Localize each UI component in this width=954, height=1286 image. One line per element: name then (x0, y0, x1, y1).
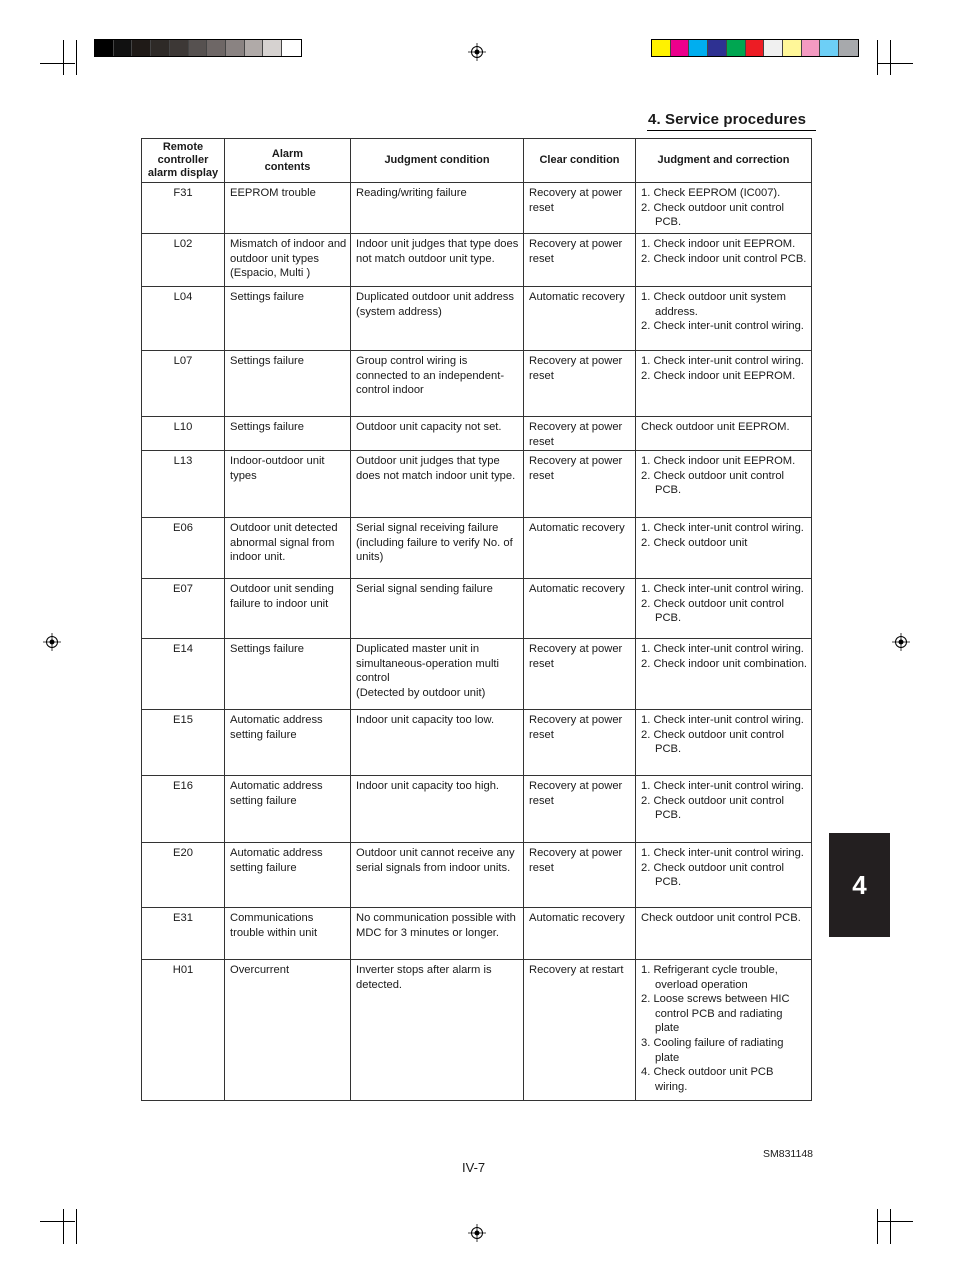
alarm-contents-cell: Settings failure (225, 417, 351, 451)
correction-item: Check outdoor unit control PCB. (641, 912, 801, 924)
correction-cell (636, 639, 812, 710)
crop-mark (63, 1209, 64, 1244)
page-number: IV-7 (462, 1160, 486, 1175)
table-row (142, 843, 812, 908)
crop-mark (890, 40, 891, 75)
correction-list (641, 963, 808, 1094)
alarm-code-cell: E31 (142, 908, 225, 960)
judgment-condition-cell: Serial signal sending failure (351, 579, 524, 639)
alarm-contents-cell: Outdoor unit sending failure to indoor unit (225, 579, 351, 639)
correction-item: 1. Check EEPROM (IC007). (641, 187, 781, 199)
header-line: controller (157, 154, 209, 166)
alarm-contents-cell: Automatic address setting failure (225, 776, 351, 843)
table-row (142, 776, 812, 843)
alarm-contents-cell: Indoor-outdoor unit types (225, 451, 351, 518)
table-header-row (142, 139, 812, 183)
table-row (142, 579, 812, 639)
color-swatch (282, 40, 301, 56)
color-swatch (170, 40, 189, 56)
clear-condition-cell: Recovery at restart (524, 960, 636, 1101)
color-swatch (671, 40, 690, 56)
correction-item: Check outdoor unit EEPROM. (641, 421, 790, 433)
correction-item: 2. Check outdoor unit (641, 536, 748, 549)
judgment-condition-cell: Reading/writing failure (351, 183, 524, 234)
clear-condition-cell: Recovery at power reset (524, 451, 636, 518)
alarm-code-cell: E14 (142, 639, 225, 710)
color-swatch (132, 40, 151, 56)
column-header-alarm-contents (225, 139, 351, 183)
table-row (142, 234, 812, 287)
alarm-code-cell: L07 (142, 351, 225, 417)
correction-cell (636, 518, 812, 579)
crop-mark (40, 1221, 75, 1222)
correction-item: 2. Loose screws between HIC control PCB and radiating plate (641, 993, 790, 1035)
color-swatch (727, 40, 746, 56)
correction-cell (636, 183, 812, 234)
alarm-code-cell: E15 (142, 710, 225, 776)
clear-condition-cell: Recovery at power reset (524, 351, 636, 417)
crop-mark (877, 1209, 878, 1244)
chapter-tab: 4 (829, 833, 890, 937)
clear-condition-cell: Recovery at power reset (524, 776, 636, 843)
column-header-remote-display (142, 139, 225, 183)
section-title: 4. Service procedures (648, 111, 807, 128)
clear-condition-cell: Recovery at power reset (524, 417, 636, 451)
alarm-code-cell: E06 (142, 518, 225, 579)
correction-list (641, 713, 808, 757)
correction-item: 2. Check outdoor unit control PCB. (641, 597, 785, 625)
alarm-code-cell: H01 (142, 960, 225, 1101)
correction-item: 1. Check indoor unit EEPROM. (641, 238, 796, 250)
alarm-code-cell: E07 (142, 579, 225, 639)
correction-cell (636, 234, 812, 287)
grayscale-color-bar (94, 39, 302, 57)
alarm-contents-cell: Mismatch of indoor and outdoor unit types (Espacio, Multi ) (225, 234, 351, 287)
crop-mark (63, 40, 64, 75)
header-line: Alarm (271, 147, 304, 160)
judgment-condition-cell: Serial signal receiving failure (including failure to verify No. of units) (351, 518, 524, 579)
color-swatch (263, 40, 282, 56)
judgment-condition-cell: Indoor unit capacity too low. (351, 710, 524, 776)
registration-target-icon (468, 43, 486, 61)
alarm-code-cell: L02 (142, 234, 225, 287)
color-swatch (207, 40, 226, 56)
table-row (142, 710, 812, 776)
clear-condition-cell: Recovery at power reset (524, 710, 636, 776)
correction-list (641, 237, 808, 266)
correction-list (641, 642, 808, 671)
judgment-condition-cell: Outdoor unit judges that type does not match indoor unit type. (351, 451, 524, 518)
alarm-code-cell: E20 (142, 843, 225, 908)
alarm-contents-cell: Settings failure (225, 287, 351, 351)
crop-mark (76, 40, 77, 75)
correction-item: 2. Check indoor unit control PCB. (641, 252, 807, 265)
correction-item: 4. Check outdoor unit PCB wiring. (641, 1066, 774, 1093)
correction-list (641, 911, 808, 926)
clear-condition-cell: Automatic recovery (524, 287, 636, 351)
alarm-contents-cell: Overcurrent (225, 960, 351, 1101)
judgment-condition-cell: Indoor unit judges that type does not match outdoor unit type. (351, 234, 524, 287)
process-color-bar (651, 39, 859, 57)
correction-item: 1. Check outdoor unit system address. (641, 291, 786, 318)
color-swatch (151, 40, 170, 56)
correction-cell (636, 843, 812, 908)
color-swatch (95, 40, 114, 56)
registration-target-icon (892, 633, 910, 651)
clear-condition-cell: Automatic recovery (524, 579, 636, 639)
color-swatch (114, 40, 133, 56)
alarm-code-cell: L10 (142, 417, 225, 451)
correction-item: 1. Check inter-unit control wiring. (641, 522, 804, 534)
correction-item: 2. Check outdoor unit control PCB. (641, 469, 785, 497)
correction-item: 1. Check inter-unit control wiring. (641, 583, 804, 595)
correction-item: 2. Check inter-unit control wiring. (641, 320, 804, 333)
color-swatch (708, 40, 727, 56)
color-swatch (245, 40, 264, 56)
correction-cell (636, 579, 812, 639)
alarm-code-cell: L04 (142, 287, 225, 351)
color-swatch (839, 40, 858, 56)
correction-item: 1. Refrigerant cycle trouble, overload operation (641, 964, 778, 991)
correction-list (641, 454, 808, 498)
correction-cell (636, 417, 812, 451)
color-swatch (820, 40, 839, 56)
column-header-judgment-condition: Judgment condition (351, 139, 524, 183)
alarm-contents-cell: Automatic address setting failure (225, 710, 351, 776)
correction-list (641, 779, 808, 823)
table-row (142, 451, 812, 518)
correction-cell (636, 351, 812, 417)
alarm-contents-cell: Automatic address setting failure (225, 843, 351, 908)
correction-item: 2. Check outdoor unit control PCB. (641, 728, 785, 756)
judgment-condition-cell: Inverter stops after alarm is detected. (351, 960, 524, 1101)
correction-item: 3. Cooling failure of radiating plate (641, 1036, 784, 1064)
alarm-contents-cell: Outdoor unit detected abnormal signal from indoor unit. (225, 518, 351, 579)
registration-target-icon (43, 633, 61, 651)
correction-item: 2. Check indoor unit EEPROM. (641, 369, 796, 382)
judgment-condition-cell: Outdoor unit cannot receive any serial signals from indoor units. (351, 843, 524, 908)
crop-mark (878, 63, 913, 64)
correction-list (641, 420, 808, 435)
correction-list (641, 186, 808, 230)
table-row (142, 183, 812, 234)
table-row (142, 287, 812, 351)
correction-cell (636, 710, 812, 776)
table-row (142, 908, 812, 960)
correction-item: 2. Check outdoor unit control PCB. (641, 861, 785, 889)
correction-item: 1. Check inter-unit control wiring. (641, 847, 804, 859)
correction-item: 1. Check inter-unit control wiring. (641, 714, 804, 726)
judgment-condition-cell: No communication possible with MDC for 3 minutes or longer. (351, 908, 524, 960)
alarm-contents-cell: Settings failure (225, 639, 351, 710)
table-row (142, 639, 812, 710)
column-header-clear-condition: Clear condition (524, 139, 636, 183)
crop-mark (877, 40, 878, 75)
clear-condition-cell: Recovery at power reset (524, 183, 636, 234)
color-swatch (652, 40, 671, 56)
correction-cell (636, 776, 812, 843)
correction-cell (636, 287, 812, 351)
table-row (142, 417, 812, 451)
correction-item: 2. Check outdoor unit control PCB. (641, 201, 785, 229)
correction-cell (636, 908, 812, 960)
registration-target-icon (468, 1224, 486, 1242)
column-header-judgment-correction: Judgment and correction (636, 139, 812, 183)
header-line: alarm display (147, 167, 219, 179)
clear-condition-cell: Recovery at power reset (524, 639, 636, 710)
correction-list (641, 521, 808, 550)
document-code: SM831148 (763, 1148, 814, 1160)
correction-list (641, 290, 808, 334)
alarm-contents-cell: EEPROM trouble (225, 183, 351, 234)
clear-condition-cell: Automatic recovery (524, 908, 636, 960)
judgment-condition-cell: Indoor unit capacity too high. (351, 776, 524, 843)
judgment-condition-cell: Outdoor unit capacity not set. (351, 417, 524, 451)
alarm-table (141, 138, 812, 1101)
crop-mark (76, 1209, 77, 1244)
color-swatch (783, 40, 802, 56)
table-row (142, 518, 812, 579)
correction-list (641, 846, 808, 890)
color-swatch (226, 40, 245, 56)
judgment-condition-cell: Duplicated outdoor unit address (system address) (351, 287, 524, 351)
table-row (142, 351, 812, 417)
section-title-rule (647, 130, 816, 131)
correction-item: 1. Check inter-unit control wiring. (641, 355, 804, 367)
crop-mark (890, 1209, 891, 1244)
header-line: contents (264, 160, 311, 173)
clear-condition-cell: Recovery at power reset (524, 843, 636, 908)
color-swatch (689, 40, 708, 56)
crop-mark (878, 1221, 913, 1222)
alarm-contents-cell: Communications trouble within unit (225, 908, 351, 960)
clear-condition-cell: Automatic recovery (524, 518, 636, 579)
alarm-code-cell: L13 (142, 451, 225, 518)
judgment-condition-cell: Group control wiring is connected to an independent-control indoor (351, 351, 524, 417)
alarm-code-cell: F31 (142, 183, 225, 234)
correction-item: 1. Check inter-unit control wiring. (641, 643, 804, 655)
clear-condition-cell: Recovery at power reset (524, 234, 636, 287)
correction-item: 1. Check indoor unit EEPROM. (641, 455, 796, 467)
correction-list (641, 354, 808, 383)
alarm-contents-cell: Settings failure (225, 351, 351, 417)
correction-list (641, 582, 808, 626)
alarm-code-cell: E16 (142, 776, 225, 843)
color-swatch (764, 40, 783, 56)
crop-mark (40, 63, 75, 64)
header-line: Remote (162, 141, 204, 153)
correction-cell (636, 960, 812, 1101)
table-row (142, 960, 812, 1101)
judgment-condition-cell: Duplicated master unit in simultaneous-operation multi control (Detected by outdoor unit) (351, 639, 524, 710)
correction-item: 1. Check inter-unit control wiring. (641, 780, 804, 792)
correction-item: 2. Check indoor unit combination. (641, 657, 808, 670)
color-swatch (802, 40, 821, 56)
correction-cell (636, 451, 812, 518)
correction-item: 2. Check outdoor unit control PCB. (641, 794, 785, 822)
color-swatch (189, 40, 208, 56)
color-swatch (746, 40, 765, 56)
